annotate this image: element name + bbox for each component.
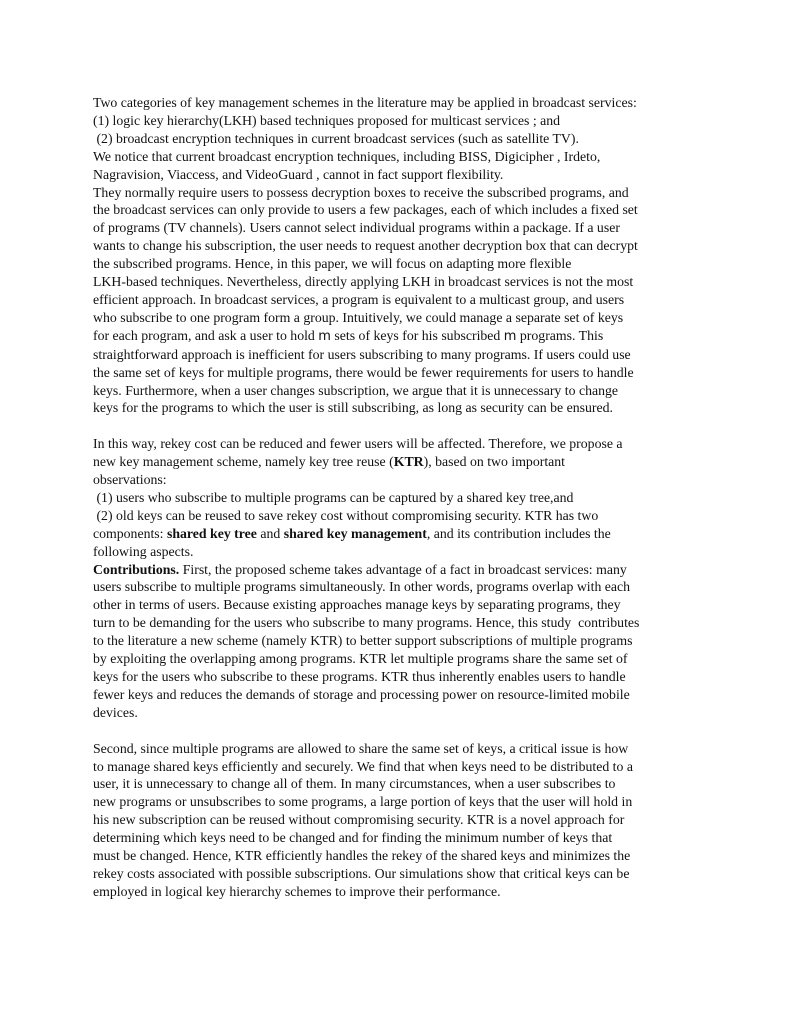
math-variable-m: m: [503, 328, 517, 344]
text-line: the same set of keys for multiple programs, there would be fewer requirements for users to handle: [93, 364, 634, 380]
text-line: devices.: [93, 704, 138, 720]
text-line: In this way, rekey cost can be reduced and fewer users will be affected. Therefore, we propose a: [93, 436, 623, 452]
text-line: (2) broadcast encryption techniques in current broadcast services (such as satellite TV).: [93, 130, 579, 146]
bold-term-ktr: KTR: [393, 454, 424, 470]
text-fragment: First, the proposed scheme takes advantage of a fact in broadcast services: many: [179, 561, 627, 577]
text-line: (2) old keys can be reused to save rekey cost without compromising security. KTR has two: [93, 507, 599, 523]
text-line: determining which keys need to be changed and for finding the minimum number of keys that: [93, 830, 613, 846]
text-line: They normally require users to possess decryption boxes to receive the subscribed programs, and: [93, 184, 629, 200]
text-line: to manage shared keys efficiently and securely. We find that when keys need to be distributed to a: [93, 758, 633, 774]
text-line: to the literature a new scheme (namely KTR) to better support subscriptions of multiple programs: [93, 633, 633, 649]
bold-term-shared-key-management: shared key management: [283, 525, 427, 541]
text-line: other in terms of users. Because existing approaches manage keys by separating programs, they: [93, 597, 621, 613]
text-fragment: sets of keys for his subscribed: [330, 327, 504, 343]
text-line: the broadcast services can only provide to users a few packages, each of which includes a fixed set: [93, 202, 638, 218]
text-line: keys for the programs to which the user is still subscribing, as long as security can be ensured.: [93, 400, 613, 416]
text-line: (1) users who subscribe to multiple programs can be captured by a shared key tree,and: [93, 489, 574, 505]
text-line: (1) logic key hierarchy(LKH) based techniques proposed for multicast services ; and: [93, 112, 561, 128]
bold-term-shared-key-tree: shared key tree: [166, 525, 257, 541]
text-line: [93, 453, 713, 471]
text-line: keys for the users who subscribe to these programs. KTR thus inherently enables users to handle: [93, 668, 626, 684]
text-line: who subscribe to one program form a group. Intuitively, we could manage a separate set of keys: [93, 309, 624, 325]
text-fragment: ), based on two important: [423, 454, 566, 470]
text-line: straightforward approach is inefficient for users subscribing to many programs. If users could use: [93, 346, 631, 362]
document-body: [93, 94, 713, 901]
text-fragment: new key management scheme, namely key tree reuse (: [93, 454, 394, 470]
paragraph-ktr-proposal: [93, 435, 713, 722]
text-line: by exploiting the overlapping among programs. KTR let multiple programs share the same set of: [93, 651, 628, 667]
text-line: efficient approach. In broadcast services, a program is equivalent to a multicast group, and users: [93, 291, 625, 307]
text-line: employed in logical key hierarchy schemes to improve their performance.: [93, 883, 501, 899]
paragraph-gap: [93, 722, 713, 740]
text-line: fewer keys and reduces the demands of storage and processing power on resource-limited mobile: [93, 686, 630, 702]
math-variable-m: m: [318, 328, 331, 344]
text-fragment: components:: [93, 525, 167, 541]
text-line: [93, 327, 713, 346]
text-line: observations:: [93, 472, 167, 488]
text-line: Nagravision, Viaccess, and VideoGuard , cannot in fact support flexibility.: [93, 166, 504, 182]
text-line: Two categories of key management schemes in the literature may be applied in broadcast services:: [93, 95, 637, 110]
text-line: We notice that current broadcast encryption techniques, including BISS, Digicipher , Irdeto,: [93, 148, 601, 164]
text-line: [93, 561, 713, 579]
text-fragment: , and its contribution includes the: [426, 525, 611, 541]
text-line: users subscribe to multiple programs simultaneously. In other words, programs overlap with each: [93, 579, 631, 595]
text-line: must be changed. Hence, KTR efficiently handles the rekey of the shared keys and minimizes the: [93, 848, 631, 864]
text-line: the subscribed programs. Hence, in this paper, we will focus on adapting more flexible: [93, 256, 572, 272]
text-line: wants to change his subscription, the user needs to request another decryption box that can decrypt: [93, 238, 638, 254]
text-fragment: and: [256, 525, 284, 541]
text-line: of programs (TV channels). Users cannot select individual programs within a package. If a user: [93, 220, 620, 236]
paragraph-second-contribution: [93, 740, 713, 901]
paragraph-gap: [93, 417, 713, 435]
text-line: his new subscription can be reused without compromising security. KTR is a novel approach for: [93, 812, 625, 828]
text-line: turn to be demanding for the users who subscribe to many programs. Hence, this study contributes: [93, 615, 640, 631]
text-line: keys. Furthermore, when a user changes subscription, we argue that it is unnecessary to change: [93, 382, 619, 398]
text-line: rekey costs associated with possible subscriptions. Our simulations show that critical keys can be: [93, 865, 630, 881]
text-line: user, it is unnecessary to change all of them. In many circumstances, when a user subscribes to: [93, 776, 616, 792]
text-fragment: for each program, and ask a user to hold: [93, 327, 319, 343]
text-line: new programs or unsubscribes to some programs, a large portion of keys that the user will hold in: [93, 794, 633, 810]
contributions-heading: Contributions.: [93, 561, 180, 577]
text-line: following aspects.: [93, 543, 194, 559]
text-fragment: programs. This: [516, 327, 604, 343]
text-line: LKH-based techniques. Nevertheless, directly applying LKH in broadcast services is not the most: [93, 274, 634, 290]
text-line: [93, 525, 713, 543]
text-line: Second, since multiple programs are allowed to share the same set of keys, a critical issue is how: [93, 740, 629, 756]
paragraph-intro: [93, 94, 713, 417]
